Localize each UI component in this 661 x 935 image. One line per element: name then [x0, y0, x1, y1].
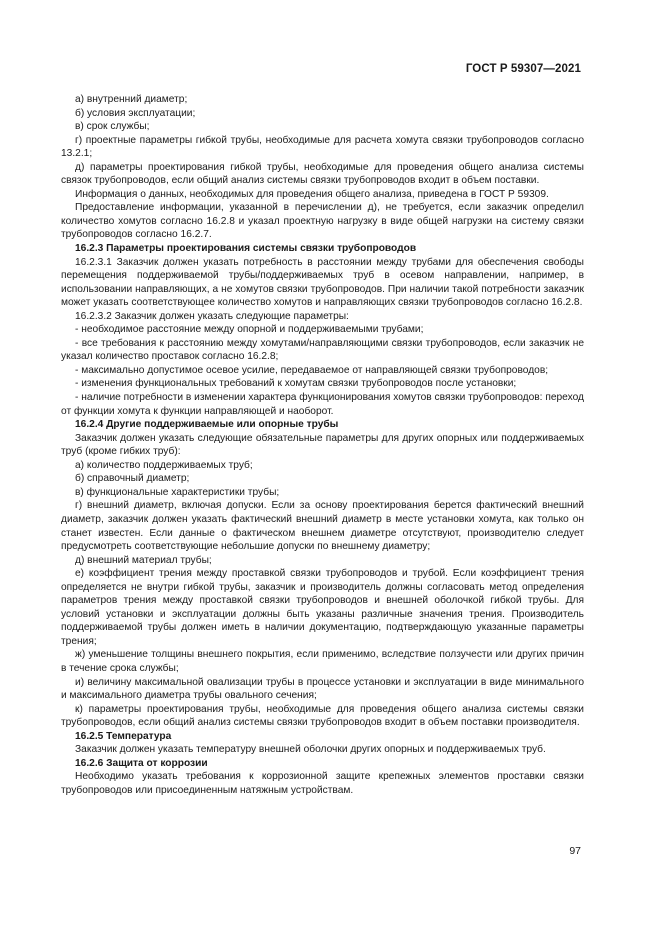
paragraph: к) параметры проектирования трубы, необходимые для проведения общего анализа системы связки трубопроводов, если общий анализ системы связки трубопроводов входит в объем поставки производителя. — [61, 703, 584, 729]
paragraph: Необходимо указать требования к коррозионной защите крепежных элементов проставки связки трубопроводов или присоединенным натяжным устройствам. — [61, 771, 584, 796]
section-heading: 16.2.5 Температура — [75, 730, 172, 742]
paragraph: Предоставление информации, указанной в перечислении д), не требуется, если заказчик определил количество хомутов согласно 16.2.8 и указал проектную нагрузку в виде общей нагрузки на систему связки трубопроводов согласно 16.2.7. — [61, 202, 584, 241]
section-heading: 16.2.4 Другие поддерживаемые или опорные трубы — [75, 419, 339, 431]
paragraph: Заказчик должен указать следующие обязательные параметры для других опорных или поддерживаемых труб (кроме гибких труб): — [61, 432, 584, 458]
standard-header: ГОСТ Р 59307—2021 — [465, 63, 581, 75]
paragraph: а) количество поддерживаемых труб; — [75, 459, 253, 471]
paragraph: и) величину максимальной овализации трубы в процессе установки и эксплуатации в виде минимального и максимального диаметра трубы овального сечения; — [61, 676, 584, 702]
paragraph: б) условия эксплуатации; — [75, 107, 196, 119]
page-number: 97 — [569, 845, 581, 857]
paragraph: в) функциональные характеристики трубы; — [75, 486, 280, 498]
paragraph: 16.2.3.2 Заказчик должен указать следующие параметры: — [75, 310, 349, 322]
paragraph: Информация о данных, необходимых для проведения общего анализа, приведена в ГОСТ Р 59309. — [75, 188, 549, 200]
paragraph: г) проектные параметры гибкой трубы, необходимые для расчета хомута связки трубопроводов согласно 13.2.1; — [61, 134, 584, 160]
paragraph: - изменения функциональных требований к хомутам связки трубопроводов после установки; — [75, 378, 517, 390]
paragraph: - все требования к расстоянию между хомутами/направляющими связки трубопроводов, если заказчик не указал количество проставок согласно 16.2.8; — [61, 337, 584, 363]
paragraph: ж) уменьшение толщины внешнего покрытия, если применимо, вследствие ползучести или других причин в течение срока службы; — [61, 649, 584, 674]
paragraph: Заказчик должен указать температуру внешней оболочки других опорных и поддерживаемых труб. — [75, 744, 546, 756]
document-body — [61, 93, 584, 797]
paragraph: е) коэффициент трения между проставкой связки трубопроводов и трубой. Если коэффициент трения определяется не внутри гибкой трубы, заказчик и производитель должны согласовать метод определения параметров трения между проставкой связки трубопроводов и внешней оболочкой гибкой трубы. Для условий установки и эксплуатации должны быть указаны различные значения трения. Производитель поддерживаемой трубы должен иметь в наличии документацию, подтверждающую указанные параметры трения; — [61, 568, 584, 647]
section-heading: 16.2.6 Защита от коррозии — [75, 757, 208, 769]
paragraph: а) внутренний диаметр; — [75, 94, 188, 105]
paragraph: - необходимое расстояние между опорной и поддерживаемыми трубами; — [75, 324, 424, 336]
paragraph: г) внешний диаметр, включая допуски. Если за основу проектирования берется фактический внешний диаметр, заказчик должен указать фактический внешний диаметр в месте установки хомута, как только он станет известен. Если данные о фактическом внешнем диаметре отсутствуют, производителю следует предусмотреть соответствующие небольшие допуски по внешнему диаметру; — [61, 500, 584, 553]
paragraph: д) внешний материал трубы; — [75, 554, 212, 566]
paragraph: 16.2.3.1 Заказчик должен указать потребность в расстоянии между трубами для обеспечения свободы перемещения поддерживаемой трубы/поддерживаемых труб в осевом направлении, например, в использовании направляющих, а не хомутов связки трубопроводов. При наличии такой потребности заказчик может указать соответствующее количество хомутов и направляющих связки трубопроводов согласно 16.2.8. — [61, 256, 584, 309]
paragraph: д) параметры проектирования гибкой трубы, необходимые для проведения общего анализа системы связок трубопроводов, если общий анализ системы связки трубопроводов входит в объем поставки. — [61, 161, 584, 187]
section-heading: 16.2.3 Параметры проектирования системы связки трубопроводов — [75, 243, 417, 255]
paragraph: - наличие потребности в изменении характера функционирования хомутов связки трубопроводов: переход от функции хомута к функции направляющей и наоборот. — [61, 392, 584, 417]
paragraph: в) срок службы; — [75, 121, 150, 133]
paragraph: - максимально допустимое осевое усилие, передаваемое от направляющей связки трубопроводов; — [75, 364, 549, 376]
paragraph: б) справочный диаметр; — [75, 473, 190, 485]
